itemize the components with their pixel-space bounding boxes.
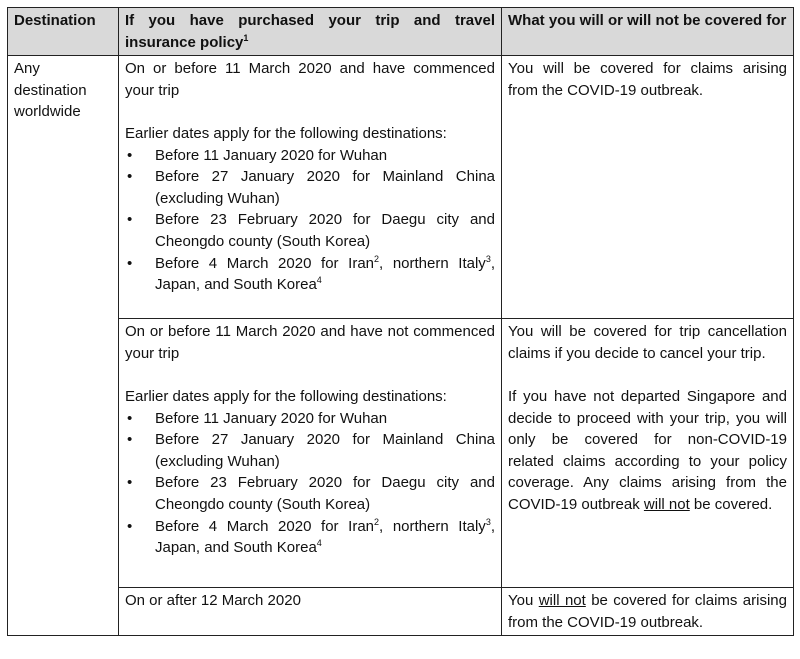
coverage-text: You will be covered for claims arising from the COVID-19 outbreak. (508, 60, 787, 99)
list-item-text: , northern Italy (379, 254, 486, 272)
header-destination (8, 8, 119, 56)
condition-cell (119, 319, 502, 588)
footnote-ref-4: 4 (316, 275, 322, 286)
coverage-cell (502, 319, 794, 588)
earlier-dates-intro: Earlier dates apply for the following destinations: (125, 387, 447, 405)
header-coverage (502, 8, 794, 56)
list-item-text: , Japan, and South Korea (155, 254, 495, 294)
header-destination-text: Destination (14, 12, 96, 29)
coverage-text-part: be covered. (689, 495, 773, 513)
condition-text: On or after 12 March 2020 (125, 592, 301, 610)
condition-text: On or before 11 March 2020 and have commenced your trip (125, 60, 495, 99)
list-item: • Before 23 February 2020 for Daegu city and Cheongdo county (South Korea) (125, 472, 495, 515)
footnote-ref-3: 3 (485, 516, 491, 527)
list-item: • Before 11 January 2020 for Wuhan (125, 408, 495, 430)
list-item (125, 516, 495, 559)
spacer (125, 364, 495, 386)
earlier-dates-intro: Earlier dates apply for the following destinations: (125, 124, 447, 142)
coverage-text-part: If you have not departed Singapore and decide to proceed with your trip, you will only be covered for non-COVID-19 related claims according to your policy coverage. Any claims arising from the COVID-19 outbreak (508, 387, 787, 513)
table-row (8, 588, 794, 636)
condition-cell (119, 56, 502, 319)
list-item-text: Before 4 March 2020 for Iran (155, 517, 375, 535)
footnote-ref-2: 2 (374, 253, 380, 264)
list-item-text: Before 4 March 2020 for Iran (155, 254, 375, 272)
coverage-text-part: You (508, 592, 539, 610)
coverage-table (7, 7, 794, 636)
coverage-text (508, 386, 787, 516)
list-item-text: , northern Italy (379, 517, 486, 535)
coverage-text-part: be covered for claims arising from the COVID-19 outbreak. (508, 592, 787, 631)
footnote-ref-3: 3 (485, 253, 491, 264)
list-item (125, 253, 495, 296)
header-purchased (119, 8, 502, 56)
destination-cell (8, 56, 119, 636)
condition-cell (119, 588, 502, 636)
list-item: • Before 11 January 2020 for Wuhan (125, 145, 495, 167)
spacer (125, 101, 495, 123)
spacer (508, 364, 787, 386)
table-row (8, 319, 794, 588)
table-row (8, 56, 794, 319)
coverage-cell (502, 588, 794, 636)
coverage-cell (502, 56, 794, 319)
header-coverage-text: What you will or will not be covered for (508, 12, 787, 29)
list-item: • Before 27 January 2020 for Mainland China (excluding Wuhan) (125, 429, 495, 472)
coverage-emphasis: will not (538, 592, 586, 610)
header-row (8, 8, 794, 56)
list-item-text: , Japan, and South Korea (155, 517, 495, 557)
destination-date-list (125, 145, 495, 296)
destination-date-list (125, 408, 495, 559)
destination-text: Any destination worldwide (14, 60, 87, 121)
coverage-text: You will be covered for trip cancellation claims if you decide to cancel your trip. (508, 323, 787, 362)
coverage-emphasis: will not (643, 495, 690, 513)
list-item: • Before 27 January 2020 for Mainland China (excluding Wuhan) (125, 166, 495, 209)
list-item: • Before 23 February 2020 for Daegu city and Cheongdo county (South Korea) (125, 209, 495, 252)
footnote-ref-2: 2 (374, 516, 380, 527)
condition-text: On or before 11 March 2020 and have not commenced your trip (125, 323, 495, 362)
footnote-ref-4: 4 (316, 538, 322, 549)
footnote-ref-1: 1 (243, 32, 249, 43)
header-purchased-text: If you have purchased your trip and travel insurance policy (125, 12, 495, 51)
